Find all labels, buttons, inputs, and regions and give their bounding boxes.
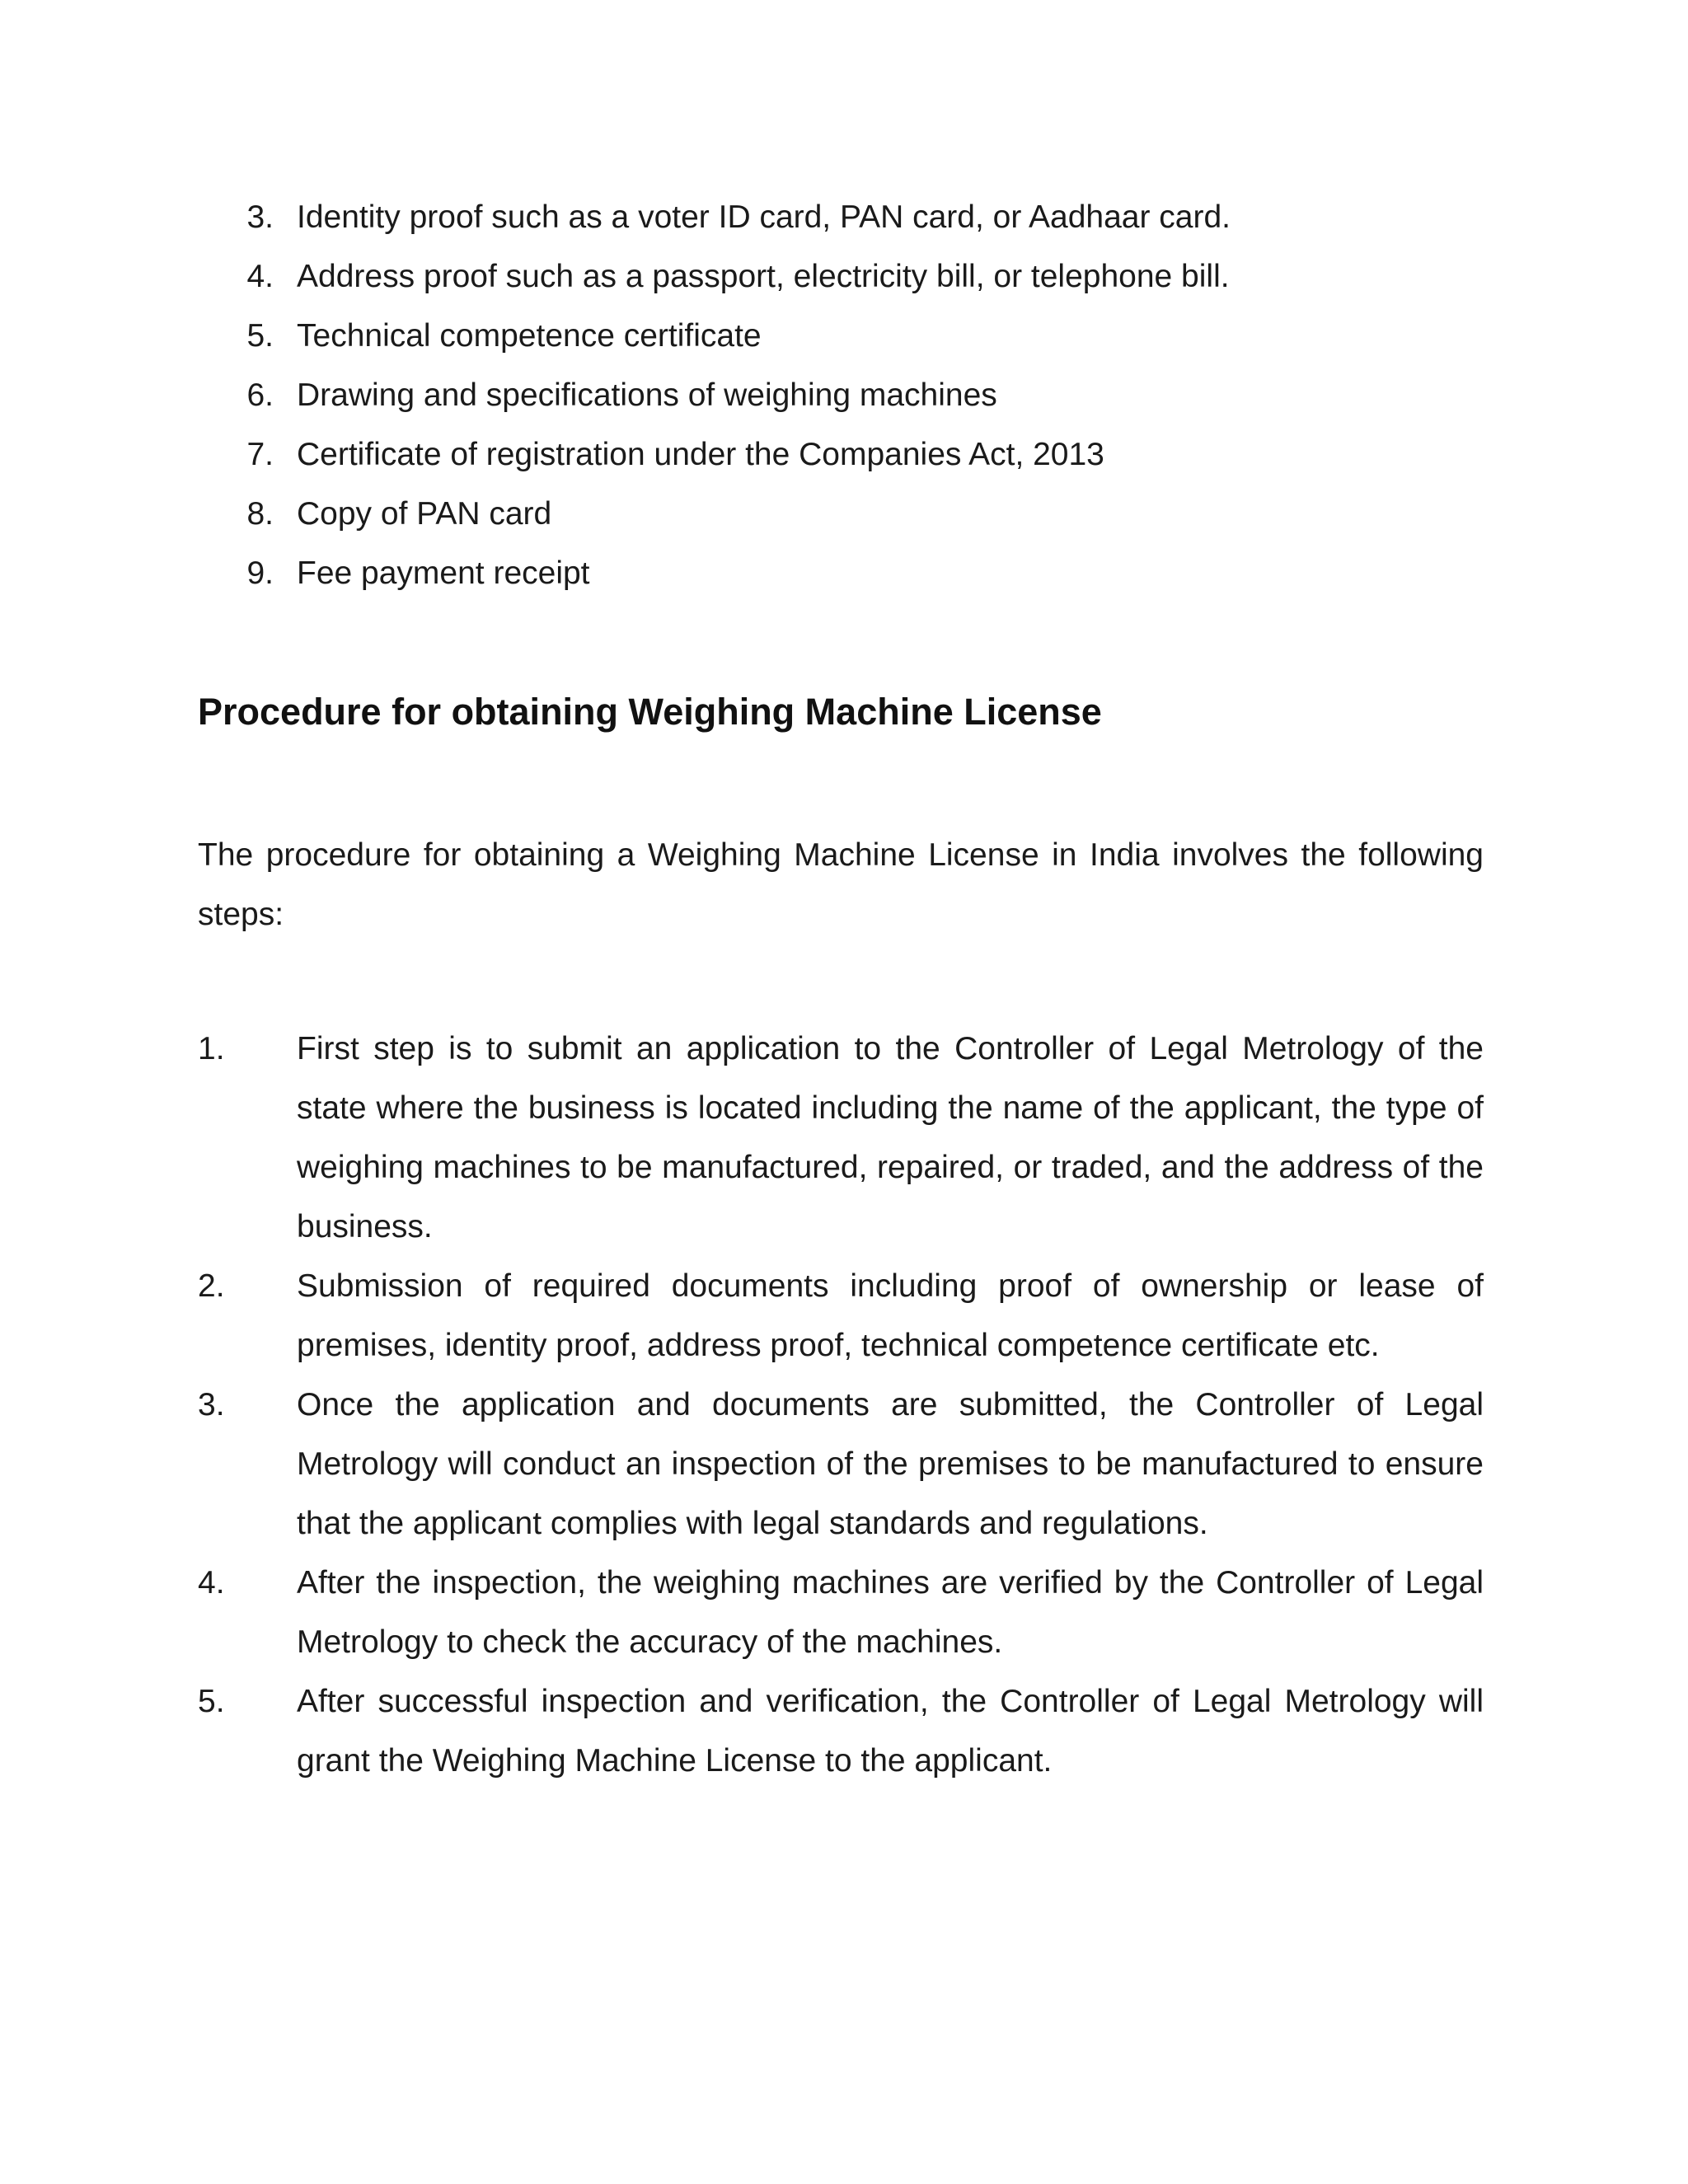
list-text: Certificate of registration under the Companies Act, 2013 (297, 437, 1104, 472)
list-item (198, 247, 1484, 307)
procedure-steps-list (198, 1019, 1484, 1791)
list-text: Address proof such as a passport, electricity bill, or telephone bill. (297, 259, 1230, 294)
intro-paragraph: The procedure for obtaining a Weighing Machine License in India involves the following steps: (198, 837, 1484, 932)
list-item (198, 485, 1484, 544)
list-number: 3. (246, 199, 274, 235)
documents-list (198, 188, 1484, 603)
list-number: 4. (198, 1565, 225, 1601)
list-number: 5. (246, 318, 274, 354)
list-item (198, 1019, 1484, 1257)
list-item (198, 188, 1484, 247)
list-item (198, 1554, 1484, 1672)
list-item (198, 1672, 1484, 1791)
list-number: 3. (198, 1387, 225, 1422)
list-text: Fee payment receipt (297, 555, 590, 591)
list-number: 4. (246, 259, 274, 294)
list-text: Submission of required documents including proof of ownership or lease of premises, identity proof, address proof, technical competence certificate etc. (297, 1268, 1484, 1363)
list-text: First step is to submit an application to the Controller of Legal Metrology of the state where the business is located including the name of the applicant, the type of weighing machines to be manufactured, repaired, or traded, and the address of the business. (297, 1031, 1484, 1244)
list-text: Identity proof such as a voter ID card, PAN card, or Aadhaar card. (297, 199, 1231, 235)
section-heading: Procedure for obtaining Weighing Machine License (198, 691, 1102, 733)
list-item (198, 544, 1484, 603)
list-number: 7. (246, 437, 274, 472)
list-text: After successful inspection and verification, the Controller of Legal Metrology will grant the Weighing Machine License to the applicant. (297, 1684, 1484, 1779)
list-item (198, 1376, 1484, 1554)
list-text: Once the application and documents are submitted, the Controller of Legal Metrology will conduct an inspection of the premises to be manufactured to ensure that the applicant complies with legal standards and regulations. (297, 1387, 1484, 1541)
list-number: 8. (246, 496, 274, 532)
list-item (198, 1257, 1484, 1376)
list-text: After the inspection, the weighing machines are verified by the Controller of Legal Metrology to check the accuracy of the machines. (297, 1565, 1484, 1660)
list-number: 5. (198, 1684, 225, 1719)
list-item (198, 366, 1484, 425)
list-item (198, 425, 1484, 485)
list-number: 2. (198, 1268, 225, 1304)
list-text: Drawing and specifications of weighing machines (297, 377, 997, 413)
list-number: 1. (198, 1031, 225, 1066)
list-number: 6. (246, 377, 274, 413)
list-item (198, 307, 1484, 366)
list-number: 9. (246, 555, 274, 591)
list-text: Technical competence certificate (297, 318, 762, 354)
list-text: Copy of PAN card (297, 496, 552, 532)
